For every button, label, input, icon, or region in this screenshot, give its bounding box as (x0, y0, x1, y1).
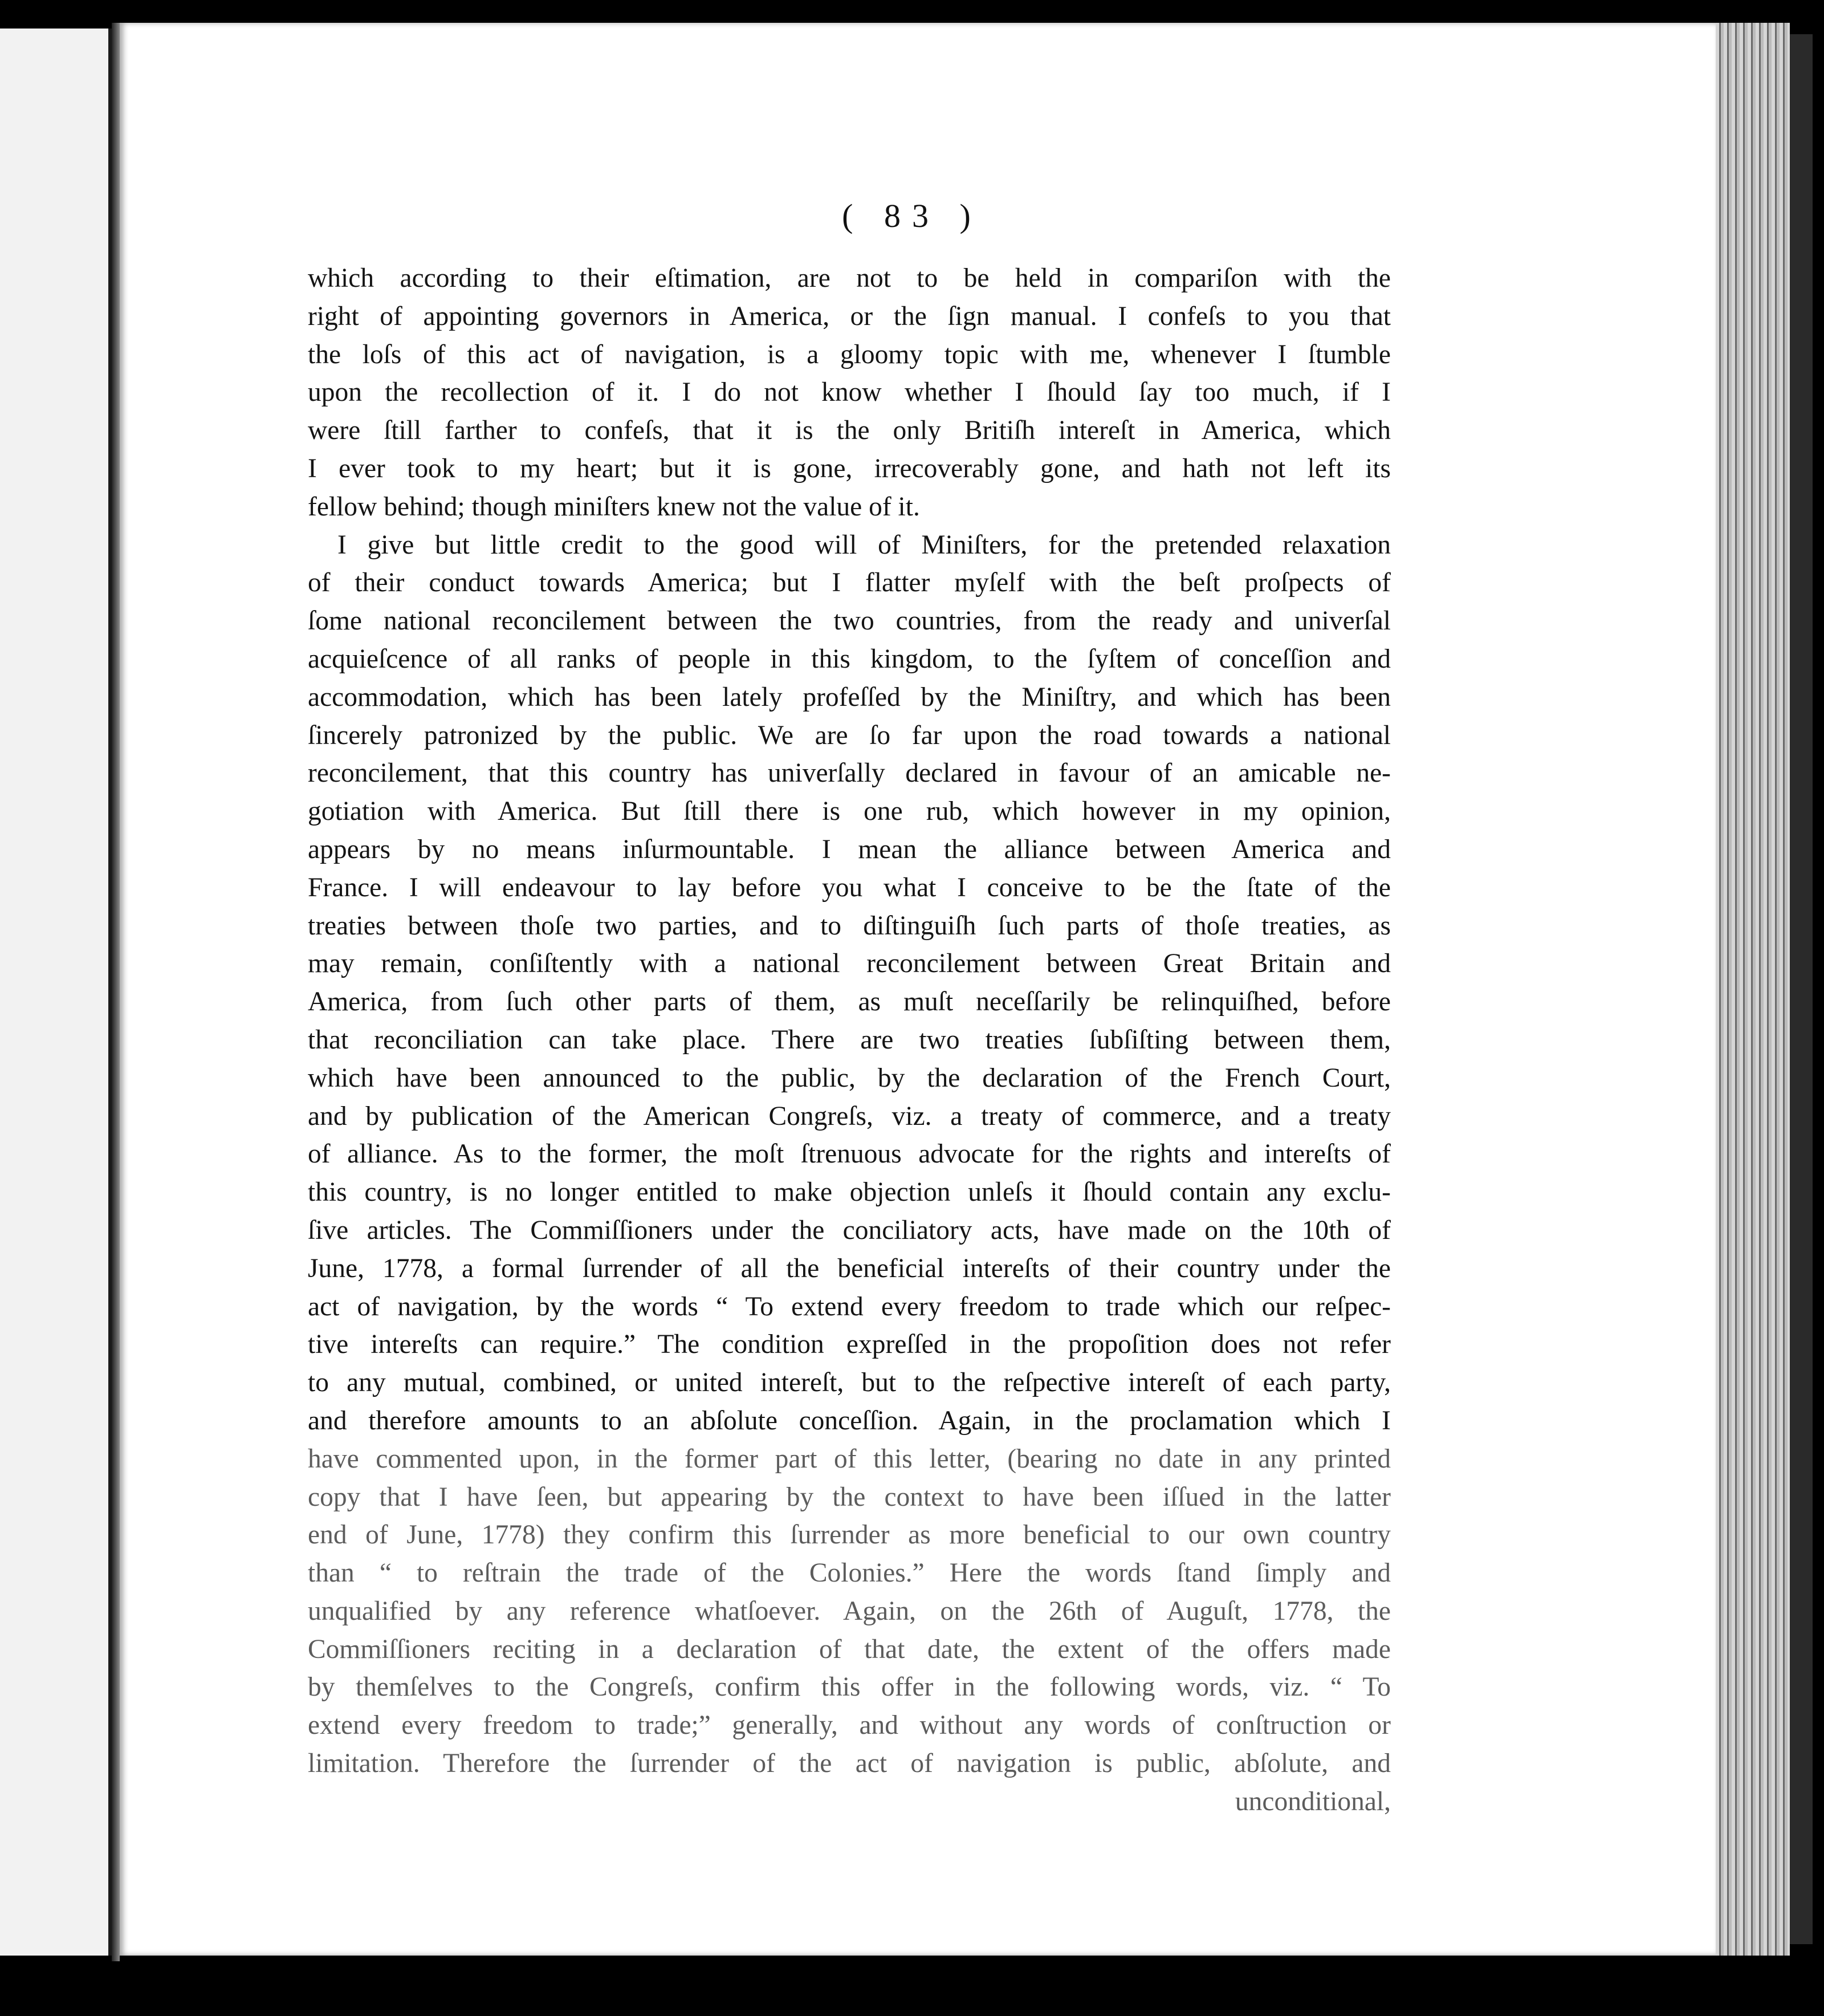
text-line: of alliance. As to the former, the moſt ſtrenuous advocate for the rights and intereſts of (308, 1139, 1391, 1169)
text-line: were ſtill farther to confeſs, that it is the only Britiſh intereſt in America, which (308, 416, 1391, 446)
body-text (308, 259, 1391, 1821)
text-line: reconcilement, that this country has univerſally declared in favour of an amicable ne- (308, 758, 1391, 788)
text-line: which have been announced to the public, by the declaration of the French Court, (308, 1063, 1391, 1093)
text-line: accommodation, which has been lately profeſſed by the Miniſtry, and which has been (308, 682, 1391, 712)
text-line: treaties between thoſe two parties, and to diſtinguiſh ſuch parts of thoſe treaties, as (308, 911, 1391, 941)
text-line: right of appointing governors in America, or the ſign manual. I confeſs to you that (308, 301, 1391, 331)
catchword: unconditional, (1235, 1786, 1391, 1816)
text-line: and by publication of the American Congreſs, viz. a treaty of commerce, and a treaty (308, 1101, 1391, 1131)
text-line: and therefore amounts to an abſolute conceſſion. Again, in the proclamation which I (308, 1405, 1391, 1436)
text-line: ſive articles. The Commiſſioners under the conciliatory acts, have made on the 10th of (308, 1215, 1391, 1245)
page-stack-edges (1716, 23, 1790, 1956)
text-line: than “ to reſtrain the trade of the Colonies.” Here the words ſtand ſimply and (308, 1558, 1391, 1588)
left-page-edge (0, 29, 112, 1956)
text-line: America, from ſuch other parts of them, as muſt neceſſarily be relinquiſhed, before (308, 987, 1391, 1017)
text-line: France. I will endeavour to lay before you what I conceive to be the ſtate of the (308, 872, 1391, 903)
text-line: ſome national reconcilement between the two countries, from the ready and univerſal (308, 606, 1391, 636)
text-line: gotiation with America. But ſtill there is one rub, which however in my opinion, (308, 796, 1391, 827)
text-line: the loſs of this act of navigation, is a gloomy topic with me, whenever I ſtumble (308, 339, 1391, 369)
text-line: June, 1778, a formal ſurrender of all the beneficial intereſts of their country under the (308, 1253, 1391, 1283)
text-line: copy that I have ſeen, but appearing by the context to have been iſſued in the latter (308, 1482, 1391, 1512)
book-gutter (112, 23, 120, 1961)
text-line: limitation. Therefore the ſurrender of the act of navigation is public, abſolute, and (308, 1749, 1391, 1779)
book-cover-edge (1790, 34, 1813, 1944)
text-line: to any mutual, combined, or united intereſt, but to the reſpective intereſt of each party, (308, 1368, 1391, 1398)
text-line: acquieſcence of all ranks of people in this kingdom, to the ſyſtem of conceſſion and (308, 644, 1391, 674)
text-line: upon the recollection of it. I do not know whether I ſhould ſay too much, if I (308, 377, 1391, 408)
text-line: extend every freedom to trade;” generally, and without any words of conſtruction or (308, 1710, 1391, 1741)
text-line: that reconciliation can take place. There are two treaties ſubſiſting between them, (308, 1025, 1391, 1055)
text-line: appears by no means inſurmountable. I mean the alliance between America and (308, 834, 1391, 864)
text-line: I ever took to my heart; but it is gone, irrecoverably gone, and hath not left its (308, 453, 1391, 483)
text-line: fellow behind; though miniſters knew not the value of it. (308, 491, 920, 522)
text-line: act of navigation, by the words “ To extend every freedom to trade which our reſpec- (308, 1291, 1391, 1322)
text-line: unqualified by any reference whatſoever. Again, on the 26th of Auguſt, 1778, the (308, 1596, 1391, 1626)
text-line: end of June, 1778) they confirm this ſurrender as more beneficial to our own country (308, 1520, 1391, 1550)
text-line: of their conduct towards America; but I flatter myſelf with the beſt proſpects of (308, 568, 1391, 598)
text-line: this country, is no longer entitled to make objection unleſs it ſhould contain any exclu- (308, 1177, 1391, 1208)
page-number: ( 83 ) (842, 197, 982, 234)
text-line: may remain, conſiſtently with a national reconcilement between Great Britain and (308, 949, 1391, 979)
paragraph-start-line: I give but little credit to the good will of Miniſters, for the pretended relaxation (337, 530, 1391, 560)
text-line: tive intereſts can require.” The condition expreſſed in the propoſition does not refer (308, 1330, 1391, 1360)
text-line: which according to their eſtimation, are not to be held in compariſon with the (308, 263, 1391, 293)
text-line: ſincerely patronized by the public. We are ſo far upon the road towards a national (308, 720, 1391, 750)
text-line: Commiſſioners reciting in a declaration of that date, the extent of the offers made (308, 1634, 1391, 1664)
text-line: have commented upon, in the former part of this letter, (bearing no date in any printed (308, 1444, 1391, 1474)
text-line: by themſelves to the Congreſs, confirm this offer in the following words, viz. “ To (308, 1672, 1391, 1702)
